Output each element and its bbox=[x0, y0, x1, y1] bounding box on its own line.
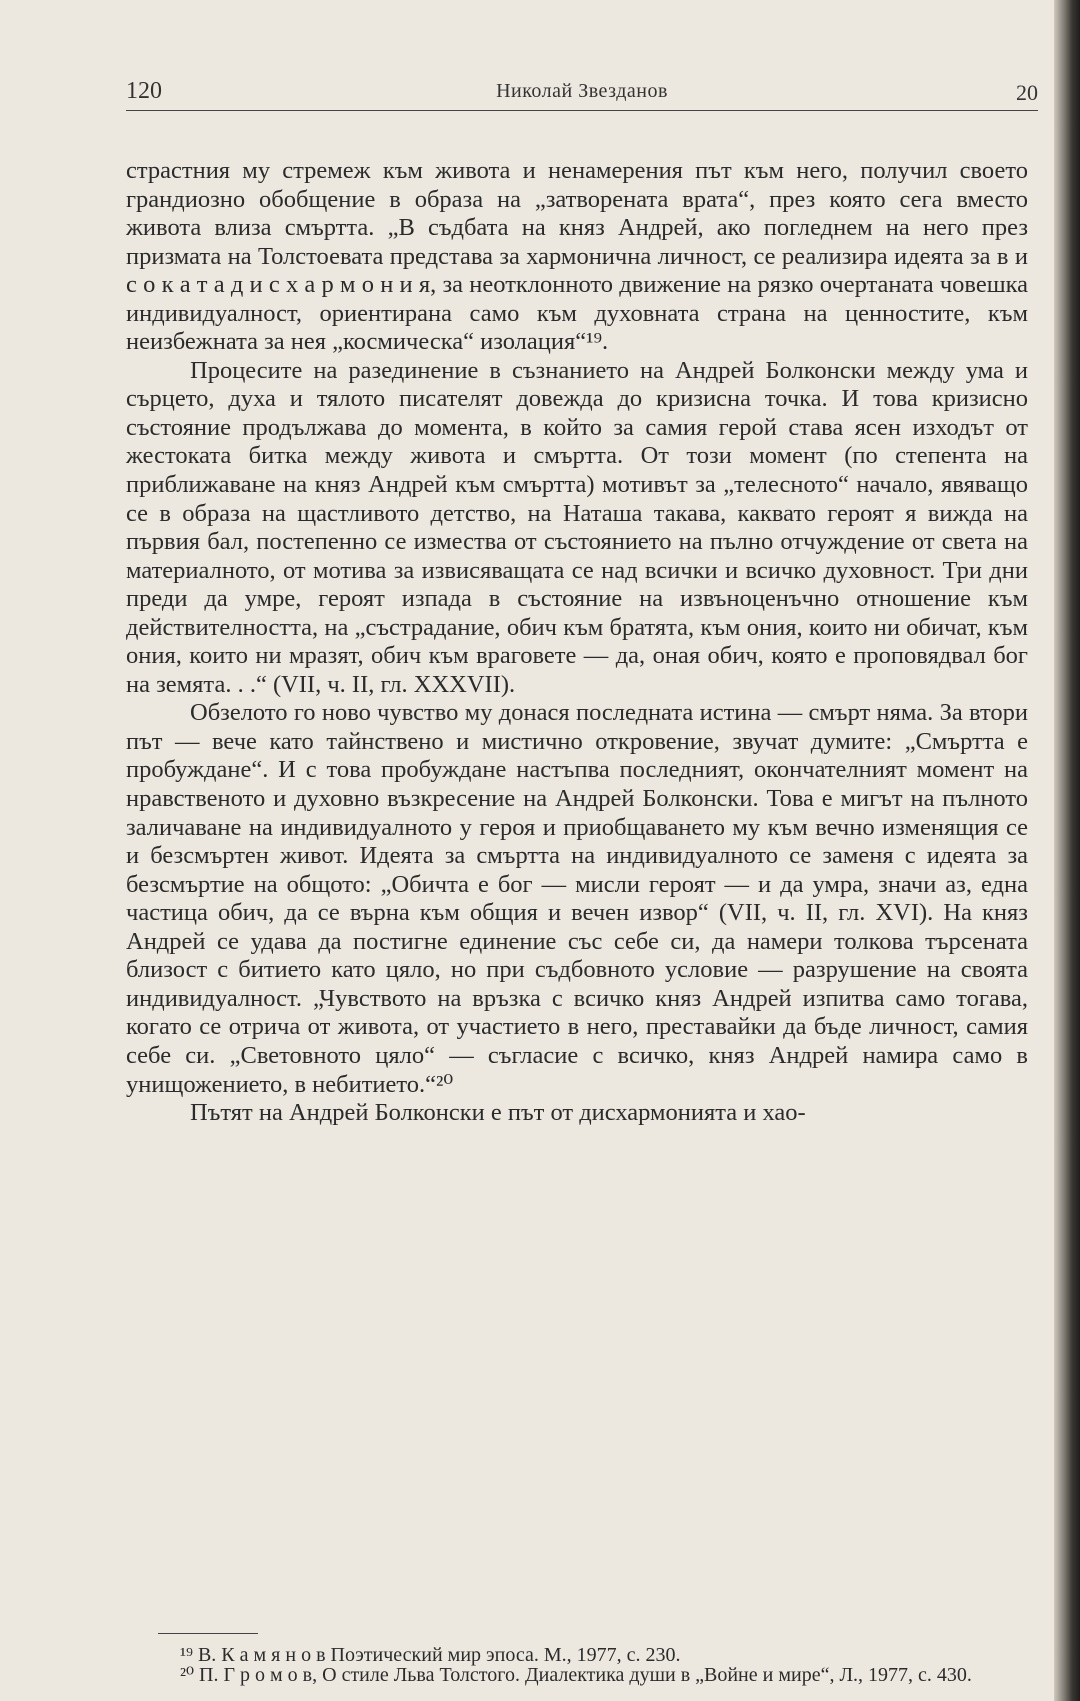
signature-number: 20 bbox=[1016, 80, 1038, 105]
footnote-19: ¹⁹ В. К а м я н о в Поэтический мир эпоса. М., 1977, с. 230. bbox=[180, 1644, 681, 1666]
footnote-20: ²⁰ П. Г р о м о в, О стиле Льва Толстого. Диалектика души в „Войне и мире“, Л., 1977, с. 430. bbox=[180, 1664, 972, 1686]
paragraph-4: Пътят на Андрей Болконски е път от дисхармонията и хао- bbox=[190, 1099, 806, 1127]
page-number: 120 bbox=[126, 78, 162, 104]
running-header bbox=[126, 78, 1038, 112]
footnotes bbox=[126, 1645, 1028, 1685]
footnote-rule bbox=[158, 1633, 258, 1634]
running-head-author: Николай Звезданов bbox=[496, 80, 668, 102]
body-text bbox=[126, 157, 1028, 1128]
book-spine-shadow bbox=[1054, 0, 1080, 1701]
header-rule bbox=[126, 110, 1038, 111]
paragraph-1: страстния му стремеж към живота и ненамерения път към него, получил своето грандиозно обобщение в образа на „затворената врата“, през която сега вместо живота влиза смъртта. „В съдбата на княз Андрей, ако погледнем на него през призмата на Толстоевата представа за хармонична личност, се реализира идеята за в и с о к а т а д и с х а р м о н и я, за неотклонното движение на рязко очертаната човешка индивидуалност, ориентирана само към духовната страна на ценностите, към неизбежната за нея „космическа“ изолация“¹⁹. bbox=[126, 157, 1028, 356]
paragraph-2: Процесите на разединение в съзнанието на Андрей Болконски между ума и сърцето, духа и тялото писателят довежда до кризисна точка. И това кризисно състояние продължава до момента, в който за самия герой става ясен изходът от жестоката битка между живота и смъртта. От този момент (по степента на приближаване на княз Андрей към смъртта) мотивът за „телесното“ начало, явяващо се в образа на щастливото детство, на Наташа такава, каквато героят я вижда на първия бал, постепенно се измества от състоянието на пълно отчуждение от света на материалното, от мотива за извисяващата се над всички и всичко духовност. Три дни преди да умре, героят изпада в състояние на извъноценъчно отношение към действителността, на „състрадание, обич към братята, към ония, които ни обичат, към ония, които ни мразят, обич към враговете — да, оная обич, която е проповядвал бог на земята. . .“ (VII, ч. II, гл. XXXVII). bbox=[126, 356, 1028, 698]
paragraph-3: Обзелото го ново чувство му донася последната истина — смърт няма. За втори път — вече като тайнствено и мистично откровение, звучат думите: „Смъртта е пробуждане“. И с това пробуждане настъпва последният, окончателният момент на нравственото и духовно възкресение на Андрей Болконски. Това е мигът на пълното заличаване на индивидуалното у героя и приобщаването му към вечно изменящия се и безсмъртен живот. Идеята за смъртта на индивидуалното се заменя с идеята за безсмъртие на общото: „Обичта е бог — мисли героят — и да умра, значи аз, една частица обич, да се върна към общия и вечен извор“ (VII, ч. II, гл. XVI). На княз Андрей се удава да постигне единение със себе си, да намери толкова търсената близост с битието като цяло, но при съдбовното условие — разрушение на своята индивидуалност. „Чувството на връзка с всичко княз Андрей изпитва само тогава, когато се отрича от живота, от участието в него, преставайки да бъде личност, самия себе си. „Световното цяло“ — съгласие с всичко, княз Андрей намира само в унищожението, в небитието.“²⁰ bbox=[126, 699, 1028, 1098]
